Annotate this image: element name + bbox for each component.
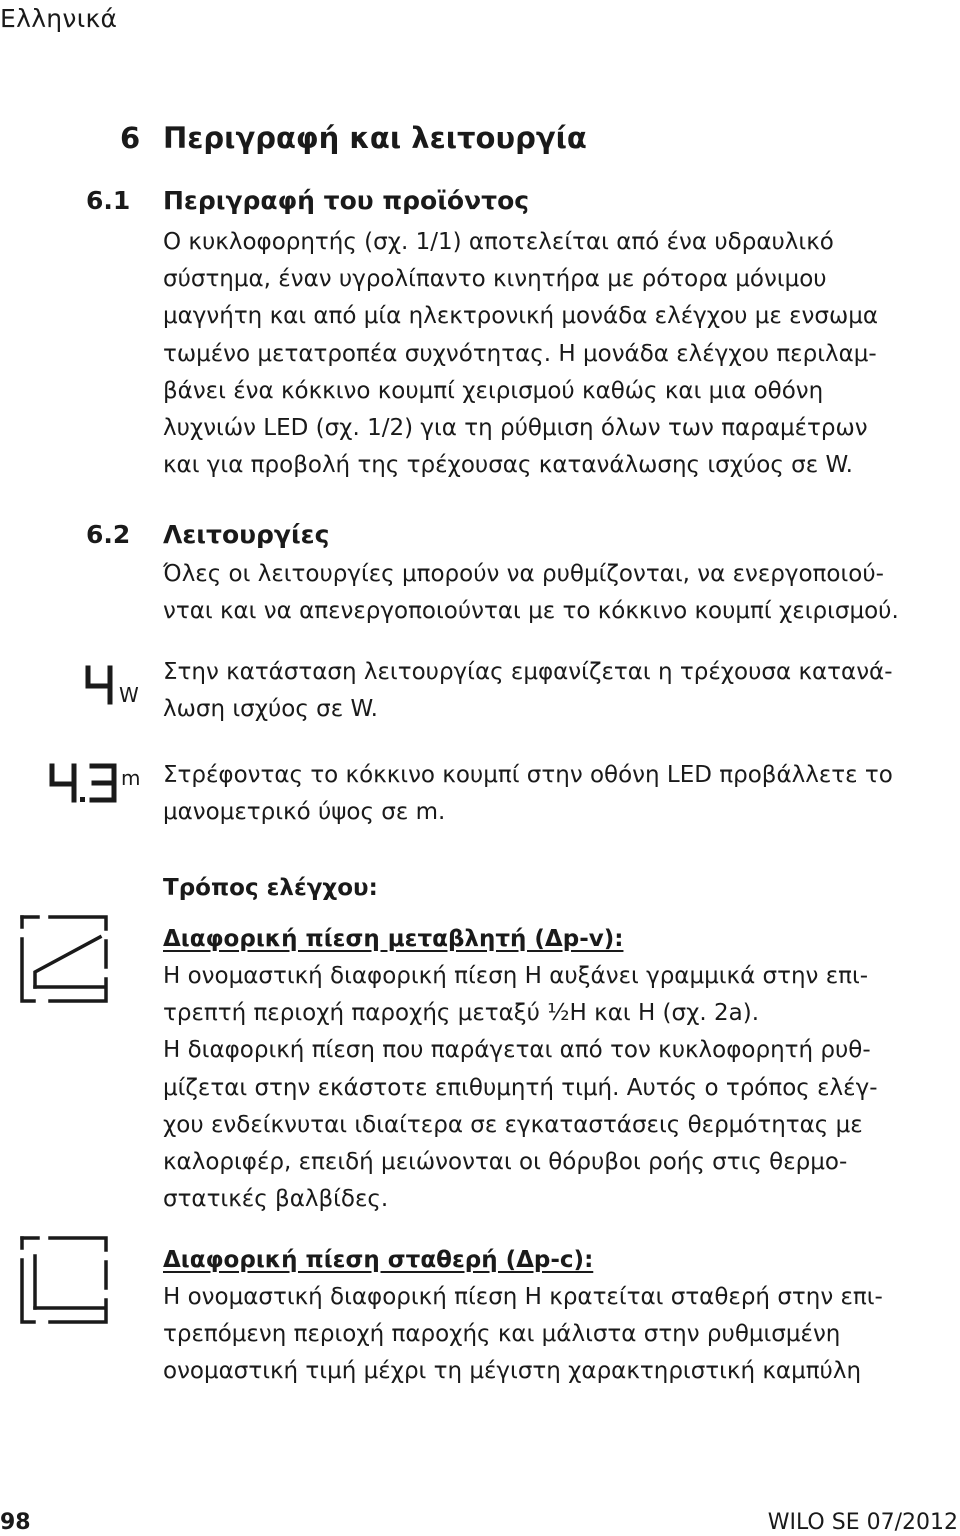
product-description xyxy=(163,224,958,484)
text-line: μίζεται στην εκάστοτε επιθυμητή τιμή. Αυτός ο τρόπος ελέγ- xyxy=(163,1074,878,1101)
dp-constant-description xyxy=(163,1279,958,1391)
text-line: και για προβολή της τρέχουσας κατανάλωσης ισχύος σε W. xyxy=(163,452,853,479)
text-line: τρεπόμενη περιοχή παροχής και μάλιστα στην ρυθμισμένη xyxy=(163,1321,841,1348)
text-line: βάνει ένα κόκκινο κουμπί χειρισμού καθώς και μια οθόνη xyxy=(163,377,824,404)
text-line: Η ονομαστική διαφορική πίεση H κρατείται σταθερή στην επι- xyxy=(163,1284,883,1310)
footer-brand: WILO SE 07/2012 xyxy=(767,1510,958,1535)
text-line: τρεπτή περιοχή παροχής μεταξύ ½H και H (σχ. 2a). xyxy=(163,1000,760,1027)
subsection-number: 6.2 xyxy=(86,520,131,549)
dp-constant-title: Διαφορική πίεση σταθερή (Δp-c): xyxy=(163,1247,594,1273)
text-line: χου ενδείκνυται ιδιαίτερα σε εγκαταστάσεις θερμότητας με xyxy=(163,1111,863,1138)
dp-variable-description xyxy=(163,958,958,1218)
section-title: Περιγραφή και λειτουργία xyxy=(163,121,587,155)
page-number: 98 xyxy=(0,1510,31,1535)
text-line: μαγνήτη και από μία ηλεκτρονική μονάδα ελέγχου με ενσωμα xyxy=(163,303,879,330)
control-mode-label: Τρόπος ελέγχου: xyxy=(163,875,378,901)
language-label: Ελληνικά xyxy=(0,4,118,33)
text-line: Η ονομαστική διαφορική πίεση H αυξάνει γραμμικά στην επι- xyxy=(163,963,869,989)
section-number: 6 xyxy=(120,121,141,155)
text-line: Η διαφορική πίεση που παράγεται από τον κυκλοφορητή ρυθ- xyxy=(163,1037,871,1064)
text-line: στατικές βαλβίδες. xyxy=(163,1186,389,1213)
text-line: Ο κυκλοφορητής (σχ. 1/1) αποτελείται από ένα υδραυλικό xyxy=(163,229,834,255)
seven-segment-digit-4-icon xyxy=(84,664,114,706)
power-unit: W xyxy=(119,683,139,707)
dp-variable-icon xyxy=(20,915,108,1003)
text-line: τωμένο μετατροπέα συχνότητας. Η μονάδα ελέγχου περιλαμ- xyxy=(163,340,877,367)
text-line: Στην κατάσταση λειτουργίας εμφανίζεται η τρέχουσα κατανά- xyxy=(163,659,893,685)
text-line: νται και να απενεργοποιούνται με το κόκκινο κουμπί χειρισμού. xyxy=(163,598,899,625)
text-line: Στρέφοντας το κόκκινο κουμπί στην οθόνη LED προβάλλετε το xyxy=(163,762,893,788)
power-description xyxy=(163,654,958,728)
subsection-title: Λειτουργίες xyxy=(163,520,330,549)
text-line: Όλες οι λειτουργίες μπορούν να ρυθμίζονται, να ενεργοποιού- xyxy=(163,561,884,587)
seven-segment-4-3-icon xyxy=(48,762,120,806)
head-description xyxy=(163,757,958,831)
text-line: λωση ισχύος σε W. xyxy=(163,696,378,723)
subsection-number: 6.1 xyxy=(86,186,131,215)
functions-intro xyxy=(163,556,958,630)
text-line: μανομετρικό ύψος σε m. xyxy=(163,799,446,826)
subsection-title: Περιγραφή του προϊόντος xyxy=(163,186,530,215)
text-line: καλοριφέρ, επειδή μειώνονται οι θόρυβοι ροής στις θερμο- xyxy=(163,1149,848,1176)
text-line: σύστημα, έναν υγρολίπαντο κινητήρα με ρότορα μόνιμου xyxy=(163,266,827,293)
dp-variable-title: Διαφορική πίεση μεταβλητή (Δp-v): xyxy=(163,926,624,952)
text-line: λυχνιών LED (σχ. 1/2) για τη ρύθμιση όλων των παραμέτρων xyxy=(163,415,868,442)
head-unit: m xyxy=(121,766,141,790)
dp-constant-icon xyxy=(20,1236,108,1324)
text-line: ονομαστική τιμή μέχρι τη μέγιστη χαρακτηριστική καμπύλη xyxy=(163,1358,862,1385)
